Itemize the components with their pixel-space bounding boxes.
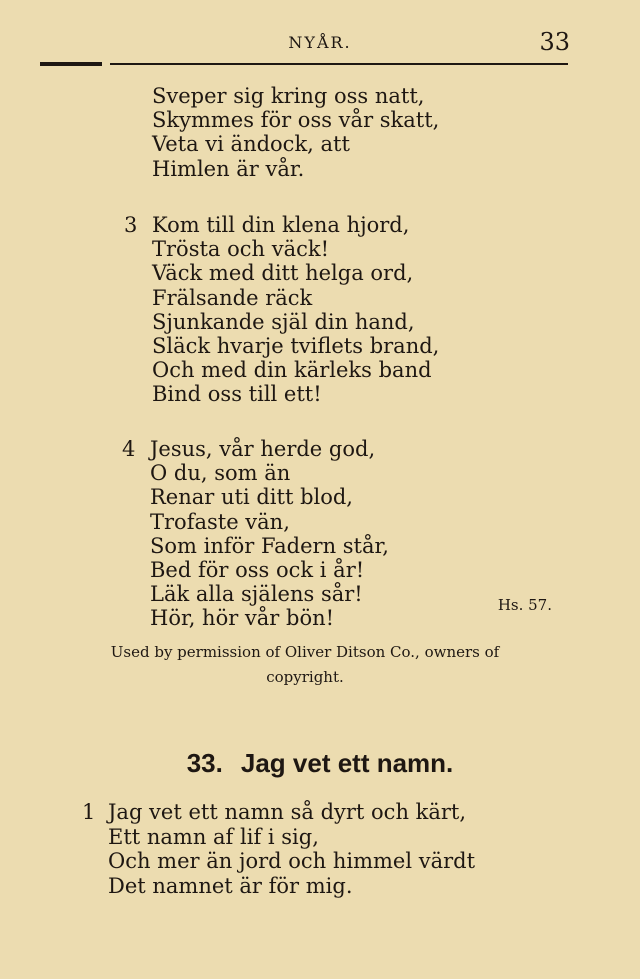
- verse-line: Sveper sig kring oss natt,: [152, 84, 425, 108]
- tune-reference: Hs. 57.: [497, 596, 552, 614]
- header-rule-thick: [40, 62, 102, 66]
- verse-line: Och med din kärleks band: [152, 358, 432, 383]
- verse-line: Jesus, vår herde god,: [150, 437, 376, 461]
- stanza-number: 1: [82, 800, 96, 824]
- running-header: NYÅR.: [288, 33, 352, 52]
- verse-line: Trofaste vän,: [150, 509, 290, 534]
- verse-line: Renar uti ditt blod,: [150, 485, 353, 510]
- verse-line: Bind oss till ett!: [152, 382, 322, 407]
- verse-line: Frälsande räck: [152, 285, 313, 310]
- verse-line: Som inför Fadern står,: [150, 533, 389, 558]
- header-rule-thin: [110, 63, 568, 65]
- verse-line: Skymmes för oss vår skatt,: [152, 108, 440, 133]
- page-number: 33: [539, 28, 570, 56]
- permission-line: copyright.: [266, 668, 344, 686]
- hymn-title: Jag vet ett namn.: [240, 748, 454, 778]
- stanza-number: 4: [122, 437, 136, 461]
- verse-line: Väck med ditt helga ord,: [152, 261, 414, 286]
- verse-line: Bed för oss ock i år!: [150, 558, 365, 583]
- stanza-number: 3: [124, 213, 138, 237]
- verse-line: Ett namn af lif i sig,: [108, 824, 319, 849]
- stanza-3: [152, 213, 439, 407]
- hymn-heading: [0, 748, 640, 779]
- permission-line: Used by permission of Oliver Ditson Co., owners of: [110, 643, 500, 661]
- hymn-number: 33.: [186, 748, 223, 778]
- verse-line: Himlen är vår.: [152, 156, 305, 181]
- hymn-33-stanza-1: [108, 800, 475, 898]
- verse-line: O du, som än: [150, 461, 291, 486]
- verse-line: Trösta och väck!: [152, 237, 330, 262]
- verse-line: Släck hvarje tviflets brand,: [152, 334, 440, 359]
- permission-note: [60, 640, 550, 690]
- verse-line: Jag vet ett namn så dyrt och kärt,: [108, 800, 467, 824]
- stanza-continued: [152, 84, 439, 181]
- verse-line: Sjunkande själ din hand,: [152, 309, 415, 334]
- verse-line: Läk alla själens sår!: [150, 582, 363, 607]
- stanza-4: [150, 437, 389, 631]
- verse-line: Hör, hör vår bön!: [150, 606, 335, 631]
- verse-line: Kom till din klena hjord,: [152, 213, 410, 237]
- verse-line: Det namnet är för mig.: [108, 873, 353, 898]
- verse-line: Och mer än jord och himmel värdt: [108, 849, 476, 873]
- verse-line: Veta vi ändock, att: [152, 132, 350, 157]
